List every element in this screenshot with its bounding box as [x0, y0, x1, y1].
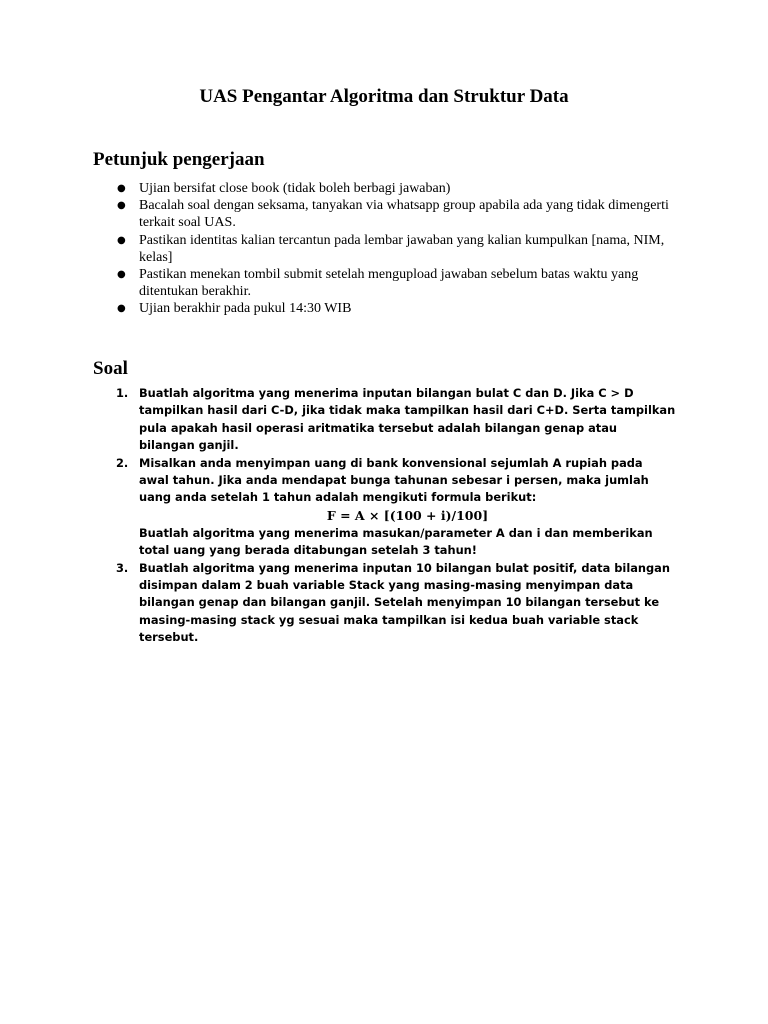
instructions-list — [117, 180, 692, 318]
instruction-text: Ujian bersifat close book (tidak boleh berbagi jawaban) — [139, 181, 451, 196]
list-item — [117, 300, 692, 317]
bullet-icon: ● — [117, 234, 126, 246]
question-text: Misalkan anda menyimpan uang di bank konvensional sejumlah A rupiah pada awal tahun. Jika anda mendapat bunga tahunan sebesar i persen, maka jumlah uang anda setelah 1 tahun adalah mengikuti formula berikut: — [139, 455, 649, 505]
instruction-text: Pastikan identitas kalian tercantun pada lembar jawaban yang kalian kumpulkan [nama, NIM, kelas] — [139, 232, 665, 265]
list-item — [117, 180, 692, 197]
question-text-continued: Buatlah algoritma yang menerima masukan/parameter A dan i dan memberikan total uang yang berada ditabungan setelah 3 tahun! — [139, 525, 653, 558]
instruction-text: Ujian berakhir pada pukul 14:30 WIB — [139, 301, 352, 317]
question-item — [116, 455, 676, 560]
list-item — [117, 266, 692, 300]
question-text: Buatlah algoritma yang menerima inputan bilangan bulat C dan D. Jika C > D tampilkan hasil dari C-D, jika tidak maka tampilkan hasil dari C+D. Serta tampilkan pula apakah hasil operasi aritmatika tersebut adalah bilangan genap atau bilangan ganjil. — [139, 386, 676, 453]
list-item — [117, 197, 692, 231]
questions-heading: Soal — [93, 358, 128, 379]
question-number: 3. — [116, 560, 129, 575]
instruction-text: Bacalah soal dengan seksama, tanyakan via whatsapp group apabila ada yang tidak dimengerti terkait soal UAS. — [139, 198, 669, 231]
bullet-icon: ● — [117, 269, 126, 281]
instructions-heading: Petunjuk pengerjaan — [93, 149, 265, 170]
bullet-icon: ● — [117, 183, 126, 194]
question-item — [116, 560, 676, 647]
bullet-icon: ● — [117, 303, 126, 315]
list-item — [117, 232, 692, 266]
question-number: 1. — [116, 386, 129, 400]
question-number: 2. — [116, 455, 129, 470]
interest-formula: F = A × [(100 + i)/100] — [326, 507, 489, 523]
bullet-icon: ● — [117, 200, 126, 212]
document-title: UAS Pengantar Algoritma dan Struktur Data — [199, 86, 569, 107]
question-item — [116, 385, 676, 455]
question-text: Buatlah algoritma yang menerima inputan 10 bilangan bulat positif, data bilangan disimpan dalam 2 buah variable Stack yang masing-masing menyimpan data bilangan genap dan bilangan ganjil. Setelah menyimpan 10 bilangan tersebut ke masing-masing stack yg sesuai maka tampilkan isi kedua buah variable stack tersebut. — [139, 560, 670, 645]
questions-list — [116, 385, 676, 647]
instruction-text: Pastikan menekan tombil submit setelah mengupload jawaban sebelum batas waktu yang ditentukan berakhir. — [139, 267, 639, 300]
